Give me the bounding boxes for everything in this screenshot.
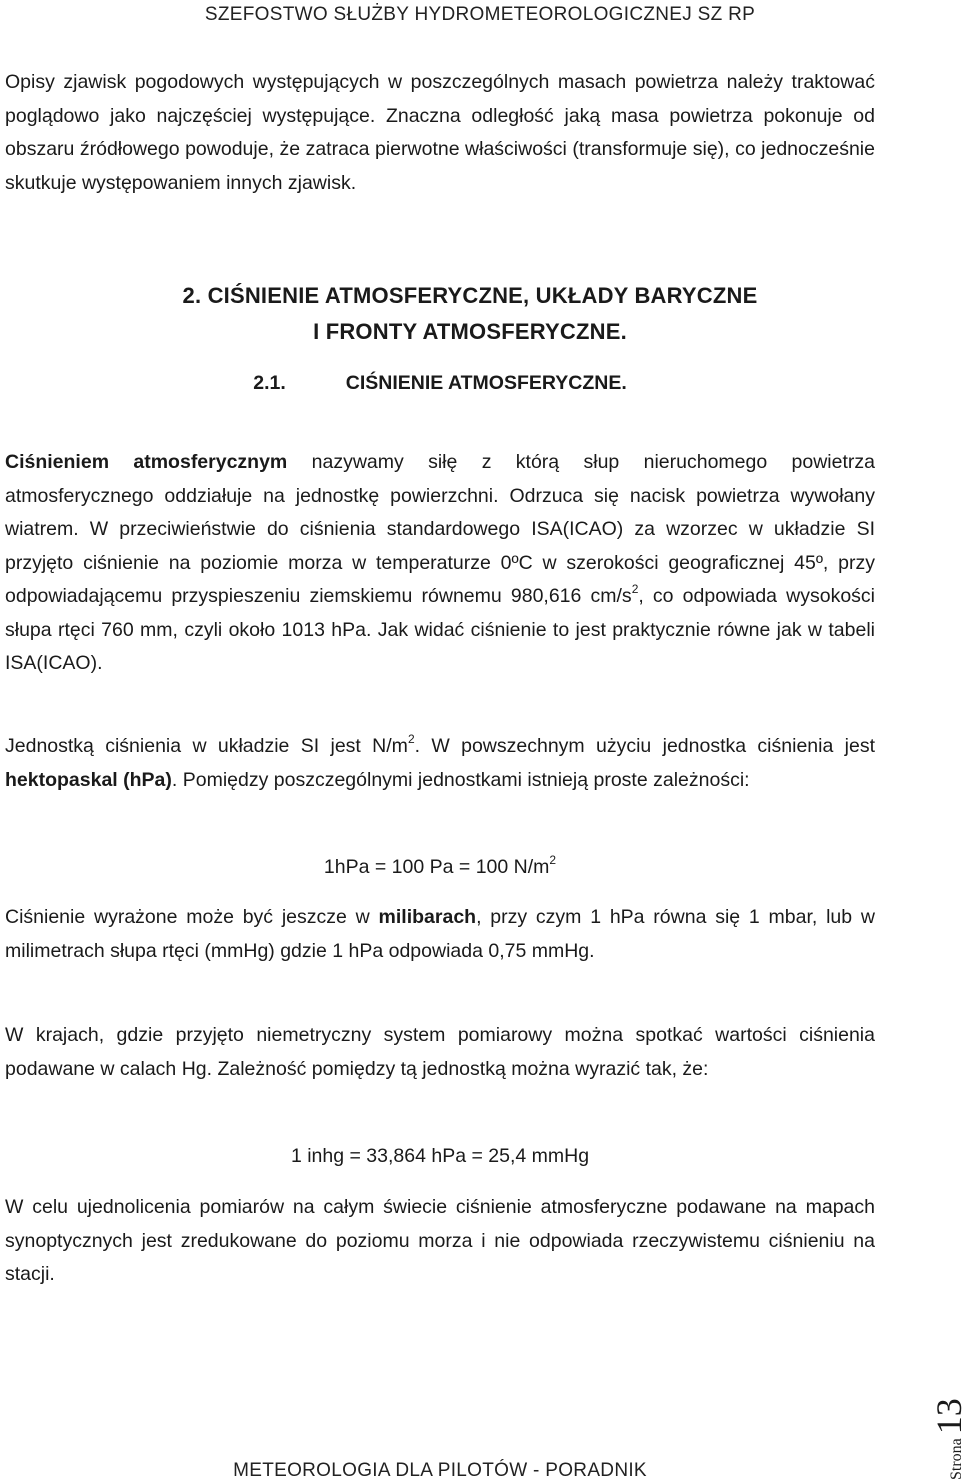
- section-title-line1: 2. CIŚNIENIE ATMOSFERYCZNE, UKŁADY BARYCZNE: [182, 283, 758, 308]
- intro-paragraph: Opisy zjawisk pogodowych występujących w poszczególnych masach powietrza należy traktować poglądowo jako najczęściej występujące. Znaczna odległość jaką masa powietrza pokonuje od obszaru źródłowego powoduje, że zatraca pierwotne właściwości (transformuje się), co jednocześnie skutkuje występowaniem innych zjawisk.: [5, 71, 875, 194]
- page-number-margin: [928, 1340, 969, 1480]
- paragraph-definition: [5, 446, 875, 681]
- formula-inhg: 1 inhg = 33,864 hPa = 25,4 mmHg: [290, 1145, 590, 1167]
- paragraph-reduction: W celu ujednolicenia pomiarów na całym świecie ciśnienie atmosferyczne podawane na mapach synoptycznych jest zredukowane do poziomu morza i nie odpowiada rzeczywistemu ciśnieniu na stacji.: [5, 1196, 875, 1285]
- running-header: SZEFOSTWO SŁUŻBY HYDROMETEOROLOGICZNEJ SZ RP: [204, 4, 756, 25]
- superscript: 2: [549, 853, 557, 867]
- text-run: , co odpowiada wysokości słupa rtęci 760 mm, czyli około 1013 hPa. Jak widać ciśnienie to jest praktycznie równe jak w tabeli ISA(ICAO).: [5, 585, 876, 674]
- superscript: 2: [407, 732, 415, 746]
- section-title-line2: I FRONTY ATMOSFERYCZNE.: [313, 319, 627, 344]
- superscript: 2: [631, 582, 639, 596]
- text-run: Ciśnienie wyrażone może być jeszcze w: [5, 906, 379, 928]
- term-hectopascal: hektopaskal (hPa): [5, 768, 172, 791]
- term-millibars: milibarach: [378, 906, 477, 928]
- subsection-heading: [0, 372, 880, 395]
- paragraph-si-unit: [5, 730, 875, 797]
- text-run: . W powszechnym użyciu jednostka ciśnienia jest: [414, 735, 875, 757]
- page-label: Strona: [948, 1438, 965, 1480]
- formula-hpa: [0, 853, 880, 879]
- term-atmospheric-pressure: Ciśnieniem atmosferycznym: [5, 451, 288, 473]
- text-run: , przy czym 1 hPa równa się 1 mbar, lub w milimetrach słupa rtęci (mmHg) gdzie 1 hPa odpowiada 0,75 mmHg.: [5, 906, 875, 962]
- subsection-number: 2.1.: [253, 372, 286, 394]
- text-run: Jednostką ciśnienia w układzie SI jest N/m: [5, 735, 408, 757]
- text-run: . Pomiędzy poszczególnymi jednostkami istnieją proste zależności:: [171, 768, 750, 791]
- text-run: nazywamy siłę z którą słup nieruchomego powietrza atmosferycznego oddziałuje na jednostkę powierzchni. Odrzuca się nacisk powietrza wywołany wiatrem. W przeciwieństwie do ciśnienia standardowego ISA(ICAO) za wzorzec w układzie SI przyjęto ciśnienie na poziomie morza w temperaturze 0ºC w szerokości geograficznej 45º, przy odpowiadającemu przyspieszeniu ziemskiemu równemu 980,616 cm/s: [5, 451, 875, 607]
- running-footer: METEOROLOGIA DLA PILOTÓW - PORADNIK: [233, 1460, 647, 1481]
- subsection-title: CIŚNIENIE ATMOSFERYCZNE.: [345, 372, 627, 394]
- paragraph-millibars: [5, 901, 875, 968]
- paragraph-inches-hg: W krajach, gdzie przyjęto niemetryczny system pomiarowy można spotkać wartości ciśnienia podawane w calach Hg. Zależność pomiędzy tą jednostką można wyrazić tak, że:: [5, 1024, 875, 1080]
- page-number: 13: [929, 1398, 969, 1435]
- formula-text: 1hPa = 100 Pa = 100 N/m: [323, 856, 550, 878]
